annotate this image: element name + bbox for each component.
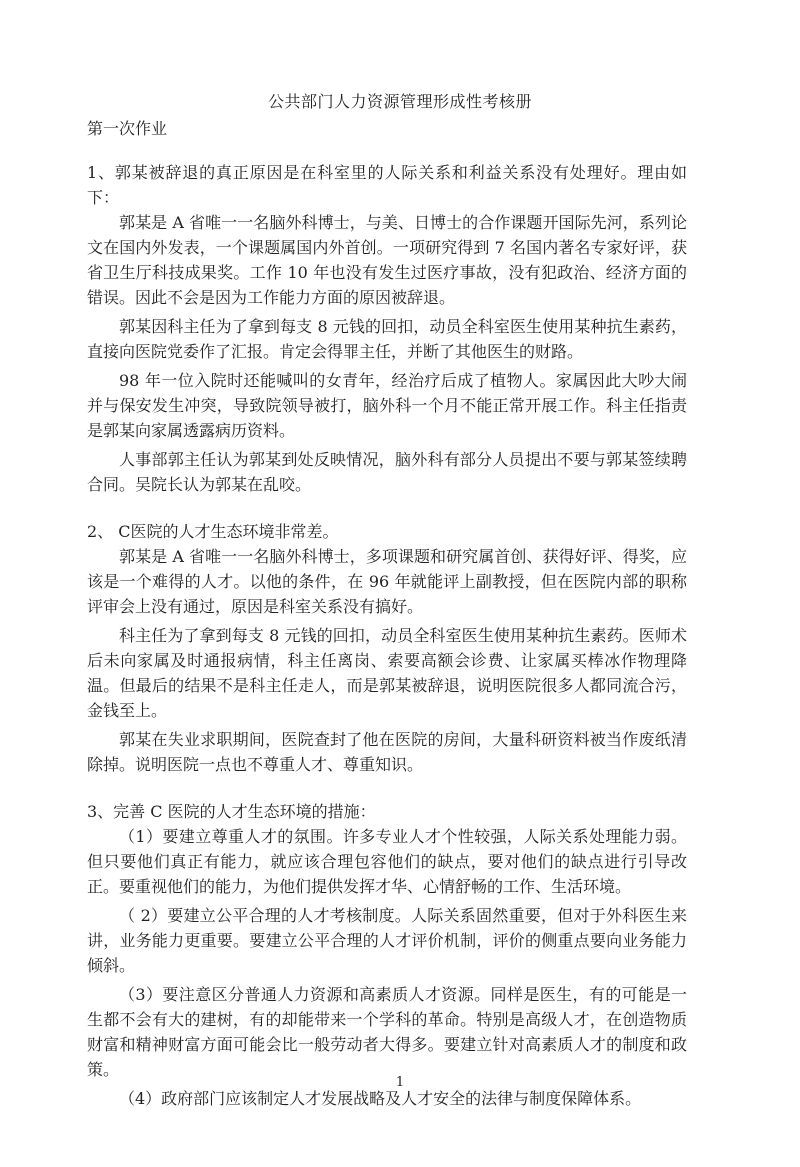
section-1-heading: 1、郭某被辞退的真正原因是在科室里的人际关系和利益关系没有处理好。理由如下： [87, 163, 687, 207]
section-3-heading: 3、完善 C 医院的人才生态环境的措施： [87, 802, 376, 821]
paragraph: 郭某因科主任为了拿到每支 8 元钱的回扣，动员全科室医生使用某种抗生素药，直接向医院党委作了汇报。肯定会得罪主任，并断了其他医生的财路。 [87, 317, 687, 361]
paragraph: 郭某是 A 省唯一一名脑外科博士，与美、日博士的合作课题开国际先河，系列论文在国内外发表，一个课题属国内外首创。一项研究得到 7 名国内著名专家好评，获省卫生厅科技成果奖。工作 10 年也没有发生过医疗事故，没有犯政治、经济方面的错误。因此不会是因为工作能力方面的原因被辞退。 [87, 213, 687, 307]
paragraph: 98 年一位入院时还能喊叫的女青年，经治疗后成了植物人。家属因此大吵大闹并与保安发生冲突，导致院领导被打，脑外科一个月不能正常开展工作。科主任指责是郭某向家属透露病历资料。 [87, 371, 687, 440]
list-item: （4）政府部门应该制定人才发展战略及人才安全的法律与制度保障体系。 [119, 1089, 642, 1108]
list-item: （3）要注意区分普通人力资源和高素质人才资源。同样是医生，有的可能是一生都不会有大的建树，有的却能带来一个学科的革命。特别是高级人才，在创造物质财富和精神财富方面可能会比一般劳动者大得多。要建立针对高素质人才的制度和政策。 [87, 985, 687, 1079]
assignment-heading: 第一次作业 [87, 119, 168, 138]
paragraph: 人事部郭主任认为郭某到处反映情况，脑外科有部分人员提出不要与郭某签续聘合同。吴院长认为郭某在乱咬。 [87, 450, 687, 494]
paragraph: 科主任为了拿到每支 8 元钱的回扣，动员全科室医生使用某种抗生素药。医师术后未向家属及时通报病情，科主任离岗、索要高额会诊费、让家属买棒冰作物理降温。但最后的结果不是科主任走人，而是郭某被辞退，说明医院很多人都同流合污，金钱至上。 [87, 626, 687, 720]
page-number: 1 [395, 1075, 405, 1090]
paragraph: 郭某在失业求职期间，医院查封了他在医院的房间，大量科研资料被当作废纸清除掉。说明医院一点也不尊重人才、尊重知识。 [87, 730, 687, 774]
document-body [87, 160, 687, 1111]
section-2-heading: 2、 C医院的人才生态环境非常差。 [87, 522, 339, 541]
list-item: （1）要建立尊重人才的氛围。许多专业人才个性较强，人际关系处理能力弱。但只要他们真正有能力，就应该合理包容他们的缺点，要对他们的缺点进行引导改正。要重视他们的能力，为他们提供发挥才华、心情舒畅的工作、生活环境。 [87, 827, 687, 896]
paragraph: 郭某是 A 省唯一一名脑外科博士，多项课题和研究属首创、获得好评、得奖，应该是一个难得的人才。以他的条件，在 96 年就能评上副教授，但在医院内部的职称评审会上没有通过，原因是科室关系没有搞好。 [87, 547, 687, 616]
list-item: （ 2）要建立公平合理的人才考核制度。人际关系固然重要，但对于外科医生来讲，业务能力更重要。要建立公平合理的人才评价机制，评价的侧重点要向业务能力倾斜。 [87, 906, 687, 975]
document-title: 公共部门人力资源管理形成性考核册 [267, 92, 532, 111]
